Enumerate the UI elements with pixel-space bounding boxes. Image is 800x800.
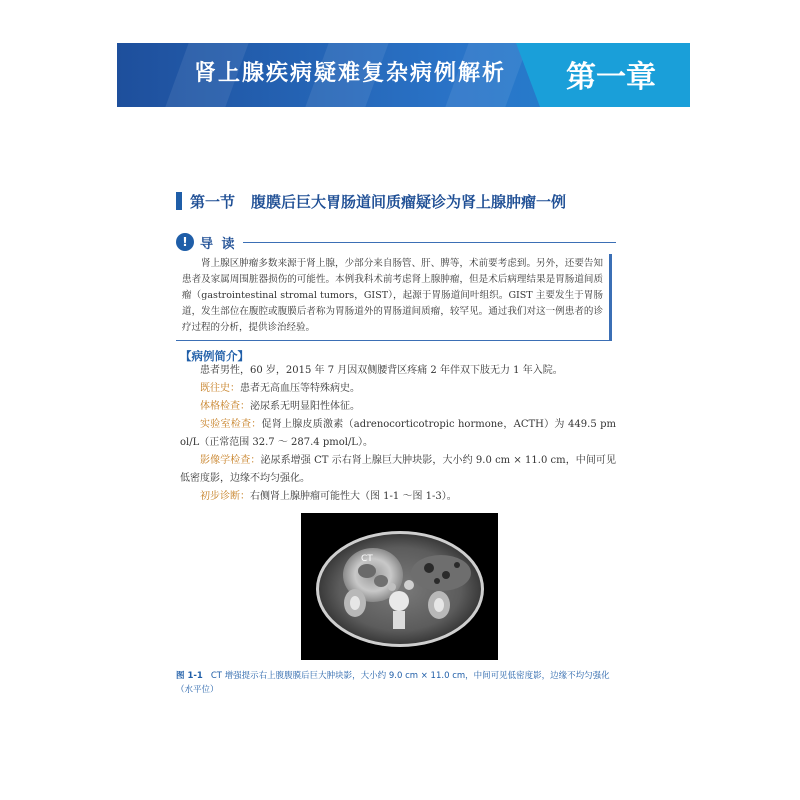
case-item-label: 体格检查： [200,401,250,412]
case-body [180,362,616,506]
chapter-label: 第一章 [566,60,656,95]
figure-number: 图 1-1 [176,671,203,681]
case-item-imaging [180,452,616,488]
guide-box [176,254,612,341]
section-marker-bar [176,192,182,210]
case-item-text: 促肾上腺皮质激素（adrenocorticotropic hormone，ACTH）为 449.5 pmol/L（正常范围 32.7 ～ 287.4 pmol/L）。 [180,419,616,448]
case-item-diagnosis [180,488,616,506]
guide-divider [243,242,616,243]
case-item-label: 既往史： [200,383,240,394]
case-item-label: 影像学检查： [200,455,261,466]
case-intro: 患者男性，60 岁，2015 年 7 月因双侧腰背区疼痛 2 年伴双下肢无力 1 年入院。 [200,365,563,376]
ct-scan-image [301,513,498,660]
case-item-label: 初步诊断： [200,491,250,502]
section-number: 第一节 [190,192,236,211]
case-title: 【病例简介】 [180,349,249,363]
section-title: 腹膜后巨大胃肠道间质瘤疑诊为肾上腺肿瘤一例 [251,192,567,211]
case-item-text: 患者无高血压等特殊病史。 [240,383,360,394]
case-item-text: 泌尿系无明显阳性体征。 [250,401,360,412]
exclamation-icon: ! [176,233,194,251]
case-item-text: 右侧肾上腺肿瘤可能性大（图 1-1 ～图 1-3）。 [250,491,457,502]
case-item-lab [180,416,616,452]
ct-image-label: CT [361,554,373,564]
book-title: 肾上腺疾病疑难复杂病例解析 [194,61,507,86]
figure-caption-text: CT 增强提示右上腹腹膜后巨大肿块影，大小约 9.0 cm × 11.0 cm，中间可见低密度影，边缘不均匀强化（水平位） [176,671,610,695]
case-item-history [180,380,616,398]
guide-header [176,232,616,252]
guide-text: 肾上腺区肿瘤多数来源于肾上腺，少部分来自肠管、肝、脾等，术前要考虑到。另外，还要告知患者及家属周围脏器损伤的可能性。本例我科术前考虑肾上腺肿瘤，但是术后病理结果是胃肠道间质瘤（gastrointestinal stromal tumors，GIST），起源于胃肠道间叶组织。GIST 主要发生于胃肠道，发生部位在腹腔或腹膜后者称为胃肠道外的胃肠道间质瘤，较罕见。通过我们对这一例患者的诊疗过程的分析，提供诊治经验。 [182,258,603,333]
case-item-label: 实验室检查： [200,419,262,430]
case-item-text: 泌尿系增强 CT 示右肾上腺巨大肿块影，大小约 9.0 cm × 11.0 cm，中间可见低密度影，边缘不均匀强化。 [180,455,617,484]
ct-scan-drawing [301,513,498,660]
figure-caption [176,669,622,697]
section-heading [176,191,626,211]
guide-label: 导 读 [200,236,237,252]
case-item-physical-exam [180,398,616,416]
